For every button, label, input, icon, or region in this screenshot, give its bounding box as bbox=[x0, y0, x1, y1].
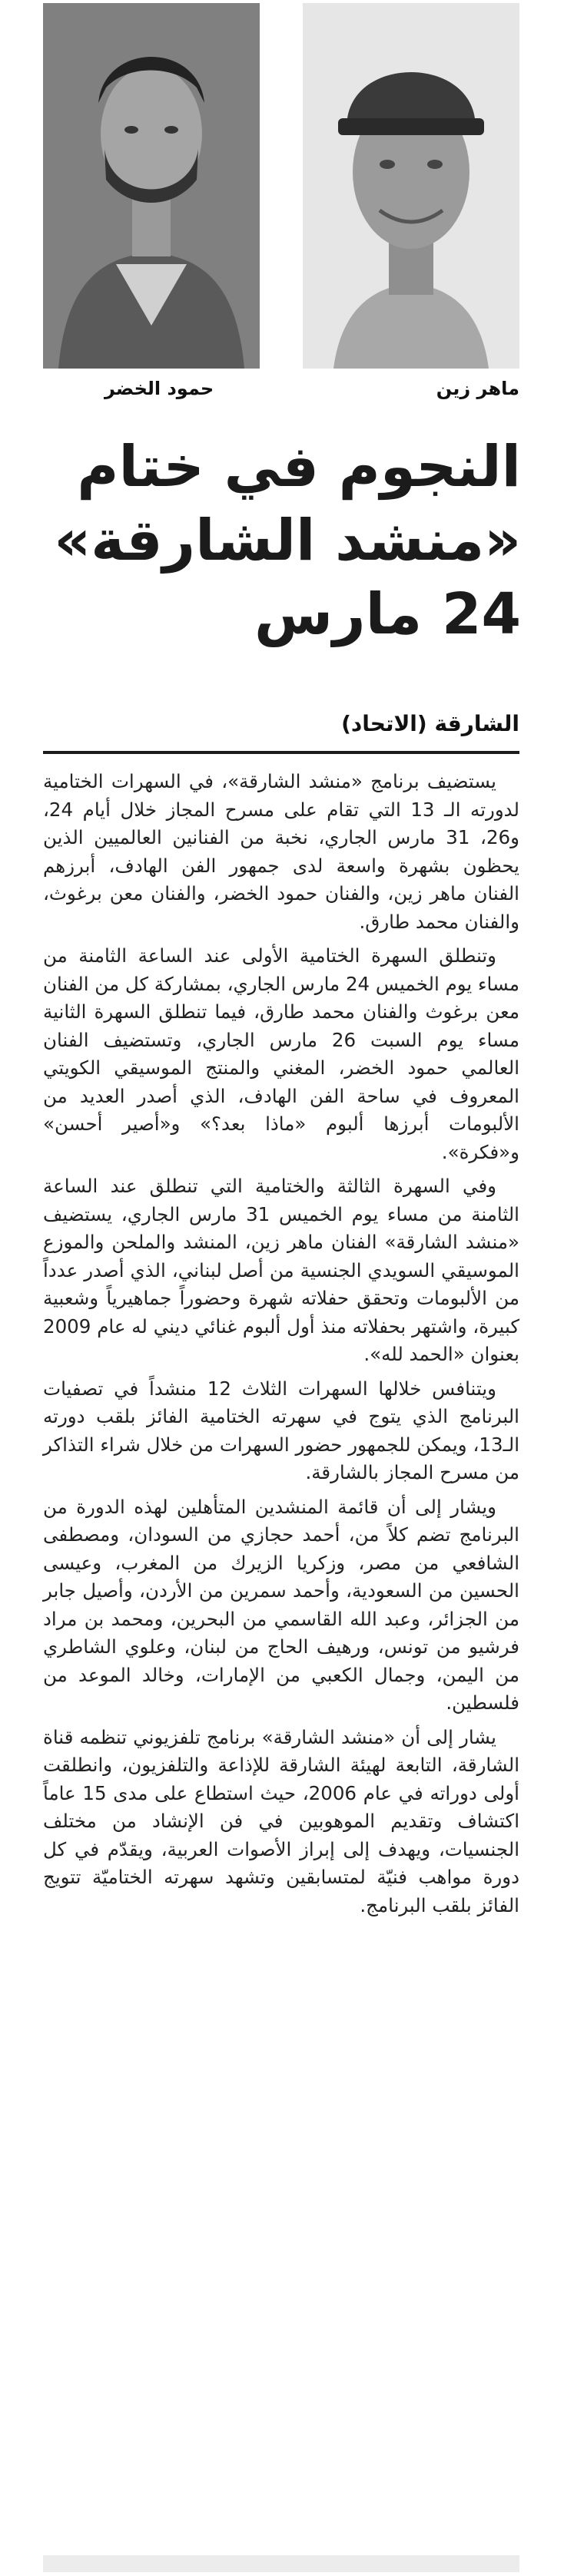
photo-maher-zain bbox=[303, 3, 519, 369]
portrait-image bbox=[43, 3, 260, 369]
paragraph: وتنطلق السهرة الختامية الأولى عند الساعة الثامنة من مساء يوم الخميس 24 مارس الجاري، بمشاركة كل من الفنان معن برغوث والفنان محمد طارق، فيما تنطلق السهرة الثانية مساء يوم السبت 26 مارس الجاري، وتستضيف الفنان العالمي حمود الخضر، المغني والمنتج الموسيقي الكويتي المعروف في ساحة الفن الهادف، الذي أصدر العديد من الألبومات أبرزها ألبوم «ماذا بعد؟» و«أصير أحسن» و«فكرة». bbox=[42, 944, 519, 1163]
portrait-image bbox=[303, 3, 519, 369]
paragraph: ويشار إلى أن قائمة المنشدين المتأهلين لهذه الدورة من البرنامج تضم كلاً من، أحمد حجازي من السودان، ومصطفى الشافعي من مصر، وزكريا الزيرك من المغرب، وعيسى الحسين من السعودية، وأحمد سمرين من الأردن، وأصيل جابر من الجزائر، وعبد الله القاسمي من البحرين، ومحمد بن مراد فرشيو من تونس، ورهيف الحاج من لبنان، وعلوي الشاطري من اليمن، وجمال الكعبي من الإمارات، وخالد الموعد من فلسطين. bbox=[43, 1495, 519, 1714]
photo-humood-alkhudher bbox=[43, 3, 260, 369]
headline-line-3: 24 مارس bbox=[254, 581, 521, 647]
photo-row bbox=[43, 3, 519, 399]
headline-line-1: النجوم في ختام bbox=[77, 434, 521, 500]
paragraph: ويتنافس خلالها السهرات الثلاث 12 منشداً في تصفيات البرنامج الذي يتوج في سهرته الختامية الفائز بلقب دورته الـ13، ويمكن للجمهور حضور السهرات من خلال شراء التذاكر من مسرح المجاز بالشارقة. bbox=[43, 1377, 519, 1483]
paragraph: وفي السهرة الثالثة والختامية التي تنطلق عند الساعة الثامنة من مساء يوم الخميس 31 مارس الجاري، يستضيف «منشد الشارقة» الفنان ماهر زين، المنشد والملحن والموزع الموسيقي السويدي الجنسية من أصل لبناني، الذي أصدر عدداً من الألبومات وتحقق حفلاته شهرة وحضوراً جماهيرياً وشعبية كبيرة، واشتهر بحفلاته منذ أول ألبوم غنائي ديني له عام 2009 بعنوان «الحمد لله». bbox=[43, 1175, 519, 1365]
headline bbox=[45, 430, 521, 651]
paragraph: يشار إلى أن «منشد الشارقة» برنامج تلفزيوني تنظمه قناة الشارقة، التابعة لهيئة الشارقة للإذاعة والتلفزيون، وانطلقت أولى دوراته في عام 2006، حيث استطاع على مدى 15 عاماً اكتشاف وتقديم الموهوبين في فن الإنشاد من مختلف الجنسيات، ويهدف إلى إبراز الأصوات العربية، ويقدّم في كل دورة مواهب فنيّة لمتسابقين وتشهد سهرته الختاميّة تتويج الفائز بلقب البرنامج. bbox=[43, 1725, 519, 1916]
paragraph: يستضيف برنامج «منشد الشارقة»، في السهرات الختامية لدورته الـ 13 التي تقام على مسرح المجاز خلال أيام 24، و26، 31 مارس الجاري، نخبة من الفنانين العالميين الذين يحظون بشهرة واسعة لدى جمهور الفن الهادف، أبرزهم الفنان ماهر زين، والفنان حمود الخضر، والفنان معن برغوث، والفنان محمد طارق. bbox=[43, 770, 519, 933]
byline-block bbox=[43, 703, 519, 749]
byline: الشارقة (الاتحاد) bbox=[341, 711, 519, 736]
photo-caption-left: حمود الخضر bbox=[105, 378, 214, 399]
headline-line-2: «منشد الشارقة» bbox=[54, 508, 521, 574]
photo-caption-right: ماهر زين bbox=[436, 378, 519, 399]
page-footer-bar bbox=[43, 2555, 519, 2572]
divider bbox=[43, 751, 519, 754]
article-body bbox=[43, 768, 519, 1926]
